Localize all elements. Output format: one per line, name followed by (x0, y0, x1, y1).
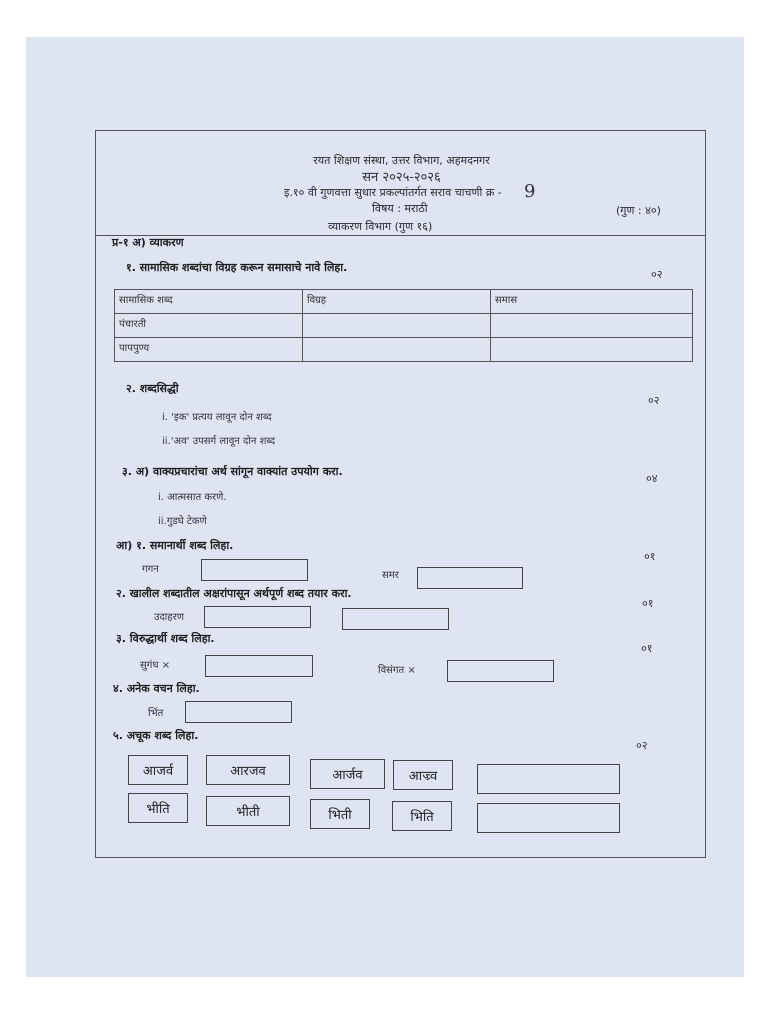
q2-a3-instruction: ३. विरुद्धार्थी शब्द लिहा. (116, 632, 215, 645)
q2-a4-instruction: ४. अनेक वचन लिहा. (113, 682, 200, 695)
synonym-answer-box-1[interactable] (201, 559, 308, 581)
q1-part3-marks: ०४ (646, 472, 658, 485)
samas-table (114, 289, 693, 362)
correct-word-answer-box-2[interactable] (477, 803, 620, 833)
antonym-word-1: सुगंध × (140, 660, 171, 671)
option-word[interactable]: भीति (128, 793, 188, 823)
option-word[interactable]: भीती (206, 796, 290, 826)
table-cell: पंचारती (115, 314, 303, 338)
institution-name: रयत शिक्षण संस्था, उत्तर विभाग, अहमदनगर (313, 154, 490, 167)
academic-year: सन २०२५-२०२६ (362, 170, 441, 185)
plural-answer-box[interactable] (185, 701, 292, 723)
header-divider (96, 235, 705, 236)
option-word[interactable]: आर्जव (310, 759, 385, 789)
table-header-cell: सामासिक शब्द (115, 290, 303, 314)
synonym-word-1: गगन (142, 564, 159, 575)
q2-a2-marks: ०१ (642, 597, 654, 610)
table-cell: पापपुण्य (115, 338, 303, 362)
table-header-cell: विग्रह (303, 290, 491, 314)
q2-a5-instruction: ५. अचूक शब्द लिहा. (113, 729, 199, 742)
q1-part3-item-1: i. आत्मसात करणे. (158, 492, 227, 503)
q2-a1-marks: ०१ (644, 550, 656, 563)
answer-cell[interactable] (303, 338, 491, 362)
option-word[interactable]: भिती (310, 799, 370, 829)
q1-part3-instruction: ३. अ) वाक्यप्रचारांचा अर्थ सांगून वाक्यांत उपयोग करा. (122, 465, 343, 478)
table-header-row (115, 290, 693, 314)
subject: विषय : मराठी (372, 202, 428, 215)
table-row (115, 314, 693, 338)
section-title: व्याकरण विभाग (गुण १६) (328, 220, 433, 233)
antonym-word-2: विसंगत × (378, 665, 416, 676)
question-paper-frame (95, 130, 706, 858)
total-marks: (गुण : ४०) (616, 204, 661, 217)
q2-a1-instruction: आ) १. समानार्थी शब्द लिहा. (116, 539, 234, 552)
word-formation-box-1[interactable] (204, 606, 311, 628)
q2-a2-instruction: २. खालील शब्दातील अक्षरांपासून अर्थपूर्ण शब्द तयार करा. (116, 587, 352, 600)
q1-part1-marks: ०२ (651, 268, 663, 281)
q2-a5-marks: ०२ (636, 739, 648, 752)
option-word[interactable]: आरजव (206, 755, 290, 785)
test-series: इ.१० वी गुणवत्ता सुधार प्रकल्पांतर्गत सराव चाचणी क्र - (284, 186, 502, 199)
test-number: 9 (524, 181, 536, 202)
table-row (115, 338, 693, 362)
correct-word-answer-box-1[interactable] (477, 764, 620, 794)
q1-part3-item-2: ii.गुडघे टेकणे (158, 516, 207, 527)
q1-part2-item-1: i. 'इक' प्रत्यय लावून दोन शब्द (162, 412, 272, 423)
plural-source-word: भिंत (148, 708, 164, 719)
synonym-answer-box-2[interactable] (417, 567, 523, 589)
table-header-cell: समास (491, 290, 693, 314)
option-word[interactable]: आजर्व (128, 755, 188, 785)
q1-part2-instruction: २. शब्दसिद्धी (126, 382, 179, 395)
answer-cell[interactable] (491, 338, 693, 362)
q1-heading: प्र-१ अ) व्याकरण (112, 236, 184, 249)
answer-cell[interactable] (303, 314, 491, 338)
answer-cell[interactable] (491, 314, 693, 338)
word-formation-source: उदाहरण (154, 612, 185, 623)
option-word[interactable]: आज्र्व (393, 760, 453, 790)
antonym-answer-box-2[interactable] (447, 660, 554, 682)
synonym-word-2: समर (382, 570, 399, 581)
q1-part2-marks: ०२ (648, 394, 660, 407)
q2-a3-marks: ०१ (641, 642, 653, 655)
q1-part2-item-2: ii.'अव' उपसर्ग लावून दोन शब्द (162, 436, 276, 447)
q1-part1-instruction: १. सामासिक शब्दांचा विग्रह करून समासाचे नावे लिहा. (126, 261, 348, 274)
word-formation-box-2[interactable] (342, 608, 449, 630)
antonym-answer-box-1[interactable] (205, 655, 313, 677)
option-word[interactable]: भिति (392, 801, 452, 831)
